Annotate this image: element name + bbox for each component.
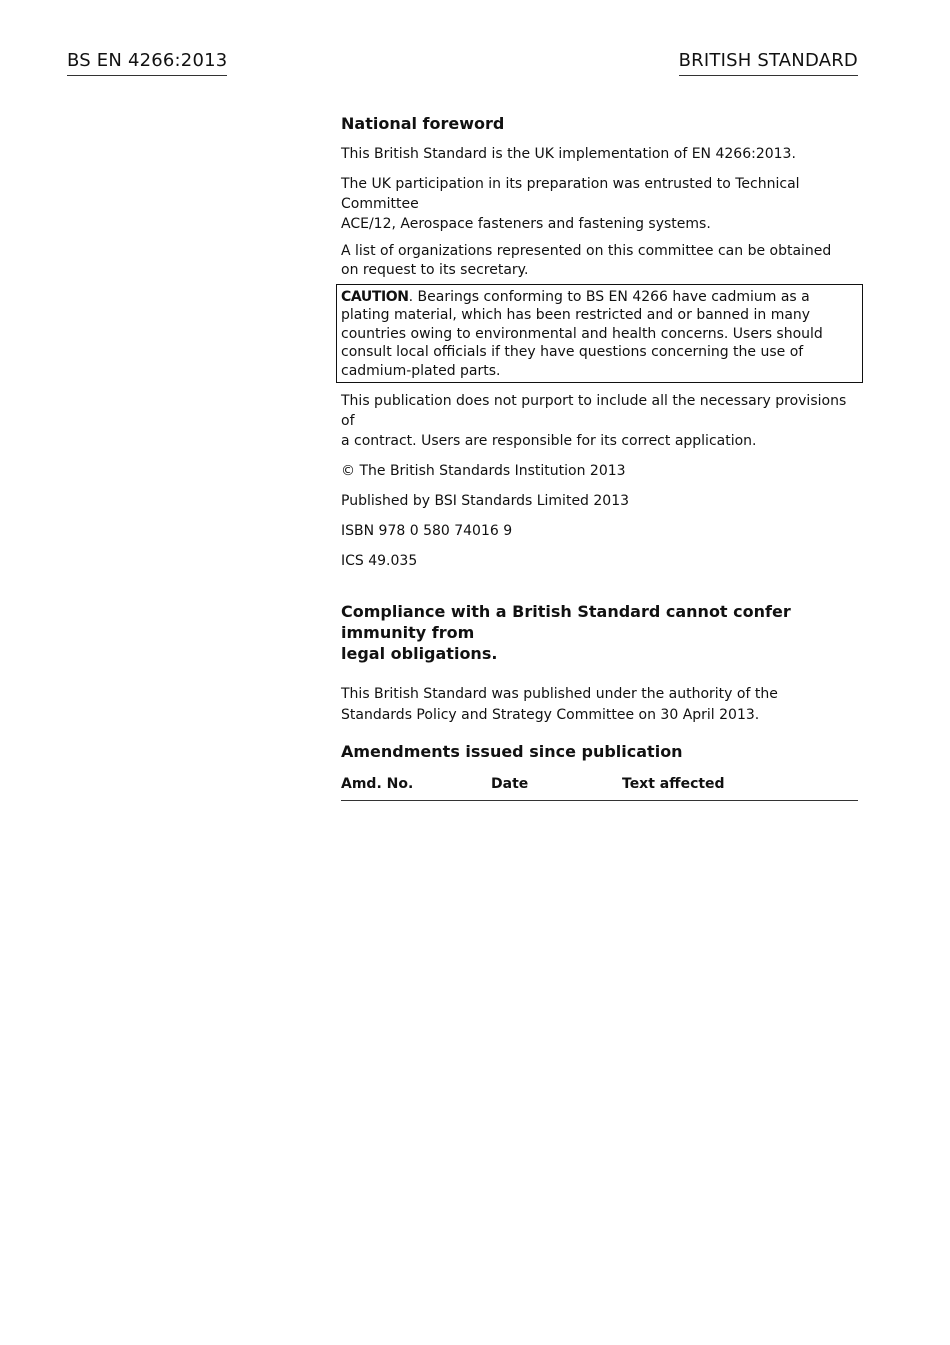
compliance-line-1: Compliance with a British Standard cannot confer immunity from bbox=[341, 602, 791, 643]
provisions-line-2: a contract. Users are responsible for its correct application. bbox=[341, 433, 757, 450]
publisher-line: Published by BSI Standards Limited 2013 bbox=[341, 493, 630, 510]
caution-box bbox=[336, 284, 863, 383]
caution-line-2: plating material, which has been restricted and or banned in many bbox=[341, 307, 811, 324]
foreword-paragraph-1: This British Standard is the UK implementation of EN 4266:2013. bbox=[341, 146, 796, 162]
copyright-notice: © The British Standards Institution 2013 bbox=[341, 463, 626, 480]
provisions-paragraph bbox=[341, 391, 859, 451]
foreword-paragraph-3-line-2: on request to its secretary. bbox=[341, 262, 529, 278]
authority-line-2: Standards Policy and Strategy Committee on 30 April 2013. bbox=[341, 707, 760, 724]
authority-paragraph bbox=[341, 684, 859, 726]
foreword-paragraph-2-line-2: ACE/12, Aerospace fasteners and fastening systems. bbox=[341, 216, 711, 232]
caution-line-3: countries owing to environmental and health concerns. Users should bbox=[341, 325, 823, 342]
document-code: BS EN 4266:2013 bbox=[67, 50, 227, 76]
caution-line-4: consult local officials if they have questions concerning the use of bbox=[341, 344, 804, 361]
ics-line: ICS 49.035 bbox=[341, 553, 418, 570]
column-header-text-affected: Text affected bbox=[622, 776, 725, 793]
foreword-paragraph-2-line-1: The UK participation in its preparation was entrusted to Technical Committee bbox=[341, 176, 800, 212]
caution-label: CAUTION bbox=[341, 289, 409, 305]
foreword-paragraph-3-line-1: A list of organizations represented on this committee can be obtained bbox=[341, 243, 832, 259]
column-header-date: Date bbox=[491, 776, 529, 793]
foreword-paragraph-3 bbox=[341, 242, 859, 280]
document-type-label: BRITISH STANDARD bbox=[679, 50, 858, 76]
isbn-line: ISBN 978 0 580 74016 9 bbox=[341, 523, 513, 540]
amendments-title: Amendments issued since publication bbox=[341, 742, 683, 762]
provisions-line-1: This publication does not purport to include all the necessary provisions of bbox=[341, 393, 847, 430]
column-header-amd-no: Amd. No. bbox=[341, 776, 414, 793]
caution-line-5: cadmium-plated parts. bbox=[341, 362, 501, 379]
caution-line-1: . Bearings conforming to BS EN 4266 have cadmium as a bbox=[408, 289, 810, 305]
foreword-paragraph-2 bbox=[341, 174, 859, 234]
national-foreword-section bbox=[341, 114, 859, 801]
compliance-statement bbox=[341, 601, 859, 664]
authority-line-1: This British Standard was published under the authority of the bbox=[341, 686, 778, 703]
compliance-line-2: legal obligations. bbox=[341, 644, 498, 664]
amendments-table-header bbox=[341, 774, 858, 801]
foreword-title: National foreword bbox=[341, 114, 505, 133]
